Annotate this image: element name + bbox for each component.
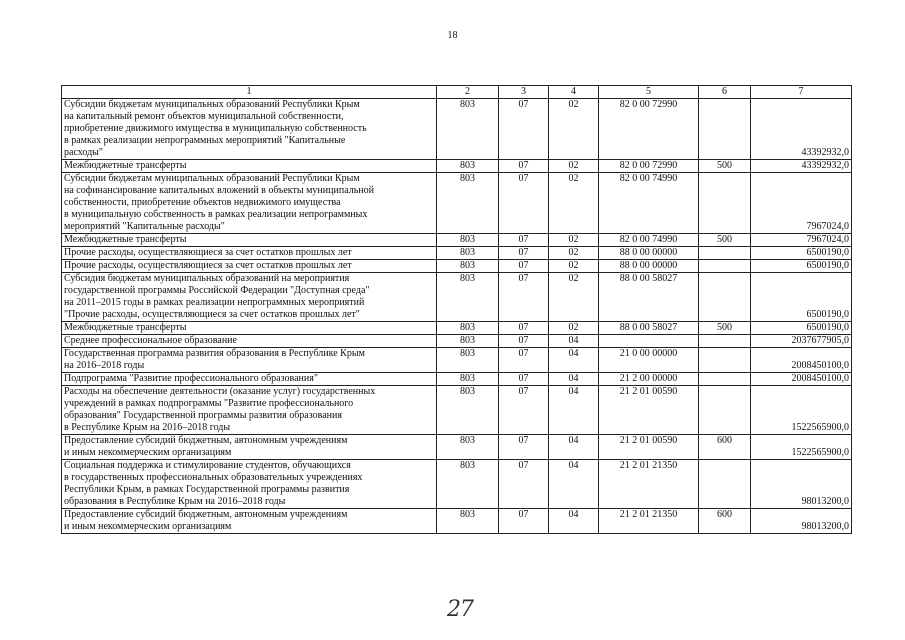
- amount-cell: 1522565900,0: [751, 435, 852, 460]
- expense-type-code-cell: 500: [699, 160, 751, 173]
- item-name-line: и иным некоммерческим организациям: [64, 447, 232, 458]
- item-name-line: государственной программы Российской Федерации "Доступная среда": [64, 285, 370, 296]
- section-code-cell: 07: [499, 173, 549, 234]
- subsection-code-cell: 04: [549, 460, 599, 509]
- expense-type-code-cell: [699, 247, 751, 260]
- section-code-cell: 07: [499, 435, 549, 460]
- item-name-line: в рамках реализации непрограммных мероприятий "Капитальные: [64, 135, 346, 146]
- item-name-cell: [62, 509, 437, 534]
- subsection-code-cell: 04: [549, 335, 599, 348]
- department-code-cell: 803: [437, 173, 499, 234]
- amount-cell: 43392932,0: [751, 99, 852, 160]
- target-article-code-cell: 88 0 00 58027: [599, 322, 699, 335]
- item-name-line: в муниципальную собственность в рамках реализации непрограммных: [64, 209, 368, 220]
- item-name-line: Прочие расходы, осуществляющиеся за счет остатков прошлых лет: [64, 260, 352, 271]
- target-article-code-cell: 82 0 00 72990: [599, 99, 699, 160]
- target-article-code-cell: 88 0 00 58027: [599, 273, 699, 322]
- amount-cell: 98013200,0: [751, 509, 852, 534]
- target-article-code-cell: 21 2 01 00590: [599, 435, 699, 460]
- department-code-cell: 803: [437, 247, 499, 260]
- target-article-code-cell: 82 0 00 74990: [599, 234, 699, 247]
- item-name-line: Социальная поддержка и стимулирование студентов, обучающихся: [64, 460, 351, 471]
- column-header-5: 5: [599, 86, 699, 99]
- item-name-line: на софинансирование капитальных вложений в объекты муниципальной: [64, 185, 374, 196]
- item-name-line: Субсидии бюджетам муниципальных образований Республики Крым: [64, 99, 360, 110]
- item-name-cell: [62, 160, 437, 173]
- item-name-line: расходы": [64, 147, 103, 158]
- item-name-line: Среднее профессиональное образование: [64, 335, 237, 346]
- budget-table: [61, 85, 852, 534]
- item-name-line: Подпрограмма "Развитие профессионального образования": [64, 373, 318, 384]
- amount-cell: 2008450100,0: [751, 348, 852, 373]
- section-code-cell: 07: [499, 260, 549, 273]
- item-name-line: мероприятий "Капитальные расходы": [64, 221, 225, 232]
- expense-type-code-cell: 600: [699, 509, 751, 534]
- item-name-cell: [62, 348, 437, 373]
- item-name-line: образования в Республике Крым на 2016–2018 годы: [64, 496, 286, 507]
- department-code-cell: 803: [437, 260, 499, 273]
- department-code-cell: 803: [437, 435, 499, 460]
- expense-type-code-cell: 500: [699, 234, 751, 247]
- page-number: 18: [447, 30, 458, 41]
- target-article-code-cell: 88 0 00 00000: [599, 247, 699, 260]
- expense-type-code-cell: [699, 99, 751, 160]
- amount-cell: 7967024,0: [751, 234, 852, 247]
- department-code-cell: 803: [437, 460, 499, 509]
- section-code-cell: 07: [499, 460, 549, 509]
- section-code-cell: 07: [499, 247, 549, 260]
- section-code-cell: 07: [499, 386, 549, 435]
- item-name-line: Субсидия бюджетам муниципальных образований на мероприятия: [64, 273, 350, 284]
- department-code-cell: 803: [437, 335, 499, 348]
- amount-cell: 6500190,0: [751, 273, 852, 322]
- target-article-code-cell: [599, 335, 699, 348]
- item-name-line: собственности, приобретение объектов недвижимого имущества: [64, 197, 341, 208]
- item-name-cell: [62, 247, 437, 260]
- item-name-cell: [62, 234, 437, 247]
- item-name-cell: [62, 173, 437, 234]
- item-name-line: Государственная программа развития образования в Республике Крым: [64, 348, 365, 359]
- section-code-cell: 07: [499, 99, 549, 160]
- amount-cell: 6500190,0: [751, 247, 852, 260]
- table-row: [62, 260, 852, 273]
- item-name-cell: [62, 99, 437, 160]
- item-name-line: Субсидии бюджетам муниципальных образований Республики Крым: [64, 173, 360, 184]
- item-name-line: Межбюджетные трансферты: [64, 234, 187, 245]
- table-row: [62, 348, 852, 373]
- amount-cell: 1522565900,0: [751, 386, 852, 435]
- subsection-code-cell: 04: [549, 435, 599, 460]
- column-header-4: 4: [549, 86, 599, 99]
- section-code-cell: 07: [499, 335, 549, 348]
- subsection-code-cell: 02: [549, 247, 599, 260]
- item-name-line: образования" Государственной программы развития образования: [64, 410, 342, 421]
- table-row: [62, 335, 852, 348]
- table-row: [62, 386, 852, 435]
- department-code-cell: 803: [437, 386, 499, 435]
- table-row: [62, 173, 852, 234]
- department-code-cell: 803: [437, 234, 499, 247]
- item-name-line: и иным некоммерческим организациям: [64, 521, 232, 532]
- column-header-1: 1: [62, 86, 437, 99]
- department-code-cell: 803: [437, 273, 499, 322]
- department-code-cell: 803: [437, 322, 499, 335]
- item-name-cell: [62, 273, 437, 322]
- department-code-cell: 803: [437, 348, 499, 373]
- target-article-code-cell: 82 0 00 72990: [599, 160, 699, 173]
- item-name-cell: [62, 322, 437, 335]
- subsection-code-cell: 02: [549, 260, 599, 273]
- department-code-cell: 803: [437, 160, 499, 173]
- amount-cell: 43392932,0: [751, 160, 852, 173]
- item-name-line: на 2011–2015 годы в рамках реализации непрограммных мероприятий: [64, 297, 365, 308]
- table-row: [62, 99, 852, 160]
- table-row: [62, 509, 852, 534]
- item-name-line: в государственных профессиональных образовательных учреждениях: [64, 472, 363, 483]
- item-name-line: учреждений в рамках подпрограммы "Развитие профессионального: [64, 398, 354, 409]
- target-article-code-cell: 82 0 00 74990: [599, 173, 699, 234]
- expense-type-code-cell: [699, 260, 751, 273]
- expense-type-code-cell: [699, 386, 751, 435]
- item-name-line: в Республике Крым на 2016–2018 годы: [64, 422, 231, 433]
- item-name-line: на капитальный ремонт объектов муниципальной собственности,: [64, 111, 344, 122]
- department-code-cell: 803: [437, 373, 499, 386]
- column-header-6: 6: [699, 86, 751, 99]
- item-name-cell: [62, 386, 437, 435]
- expense-type-code-cell: [699, 348, 751, 373]
- item-name-line: Расходы на обеспечение деятельности (оказание услуг) государственных: [64, 386, 376, 397]
- expense-type-code-cell: 600: [699, 435, 751, 460]
- table-row: [62, 234, 852, 247]
- subsection-code-cell: 04: [549, 509, 599, 534]
- subsection-code-cell: 04: [549, 373, 599, 386]
- item-name-line: Межбюджетные трансферты: [64, 160, 187, 171]
- item-name-line: Республики Крым, в рамках Государственной программы развития: [64, 484, 350, 495]
- target-article-code-cell: 21 2 01 21350: [599, 460, 699, 509]
- section-code-cell: 07: [499, 348, 549, 373]
- item-name-line: "Прочие расходы, осуществляющиеся за счет остатков прошлых лет": [64, 309, 360, 320]
- item-name-line: на 2016–2018 годы: [64, 360, 145, 371]
- column-header-7: 7: [751, 86, 852, 99]
- subsection-code-cell: 02: [549, 173, 599, 234]
- target-article-code-cell: 21 0 00 00000: [599, 348, 699, 373]
- subsection-code-cell: 02: [549, 322, 599, 335]
- subsection-code-cell: 02: [549, 273, 599, 322]
- amount-cell: 2037677905,0: [751, 335, 852, 348]
- item-name-line: Прочие расходы, осуществляющиеся за счет остатков прошлых лет: [64, 247, 352, 258]
- expense-type-code-cell: 500: [699, 322, 751, 335]
- section-code-cell: 07: [499, 234, 549, 247]
- expense-type-code-cell: [699, 460, 751, 509]
- target-article-code-cell: 88 0 00 00000: [599, 260, 699, 273]
- expense-type-code-cell: [699, 373, 751, 386]
- amount-cell: 6500190,0: [751, 322, 852, 335]
- subsection-code-cell: 04: [549, 348, 599, 373]
- handwritten-page-mark: 27: [447, 597, 473, 622]
- section-code-cell: 07: [499, 509, 549, 534]
- target-article-code-cell: 21 2 00 00000: [599, 373, 699, 386]
- subsection-code-cell: 04: [549, 386, 599, 435]
- subsection-code-cell: 02: [549, 160, 599, 173]
- section-code-cell: 07: [499, 160, 549, 173]
- amount-cell: 6500190,0: [751, 260, 852, 273]
- item-name-line: приобретение движимого имущества в муниципальную собственность: [64, 123, 367, 134]
- item-name-line: Предоставление субсидий бюджетным, автономным учреждениям: [64, 435, 348, 446]
- table-row: [62, 373, 852, 386]
- section-code-cell: 07: [499, 322, 549, 335]
- table-row: [62, 247, 852, 260]
- section-code-cell: 07: [499, 373, 549, 386]
- target-article-code-cell: 21 2 01 00590: [599, 386, 699, 435]
- item-name-line: Предоставление субсидий бюджетным, автономным учреждениям: [64, 509, 348, 520]
- expense-type-code-cell: [699, 335, 751, 348]
- item-name-cell: [62, 460, 437, 509]
- expense-type-code-cell: [699, 273, 751, 322]
- item-name-cell: [62, 373, 437, 386]
- section-code-cell: 07: [499, 273, 549, 322]
- amount-cell: 7967024,0: [751, 173, 852, 234]
- item-name-cell: [62, 335, 437, 348]
- table-row: [62, 435, 852, 460]
- amount-cell: 98013200,0: [751, 460, 852, 509]
- table-row: [62, 160, 852, 173]
- amount-cell: 2008450100,0: [751, 373, 852, 386]
- item-name-cell: [62, 260, 437, 273]
- column-header-2: 2: [437, 86, 499, 99]
- department-code-cell: 803: [437, 509, 499, 534]
- expense-type-code-cell: [699, 173, 751, 234]
- header-row: [62, 86, 852, 99]
- department-code-cell: 803: [437, 99, 499, 160]
- subsection-code-cell: 02: [549, 99, 599, 160]
- item-name-cell: [62, 435, 437, 460]
- target-article-code-cell: 21 2 01 21350: [599, 509, 699, 534]
- table-row: [62, 460, 852, 509]
- table-row: [62, 322, 852, 335]
- column-header-3: 3: [499, 86, 549, 99]
- subsection-code-cell: 02: [549, 234, 599, 247]
- table-row: [62, 273, 852, 322]
- item-name-line: Межбюджетные трансферты: [64, 322, 187, 333]
